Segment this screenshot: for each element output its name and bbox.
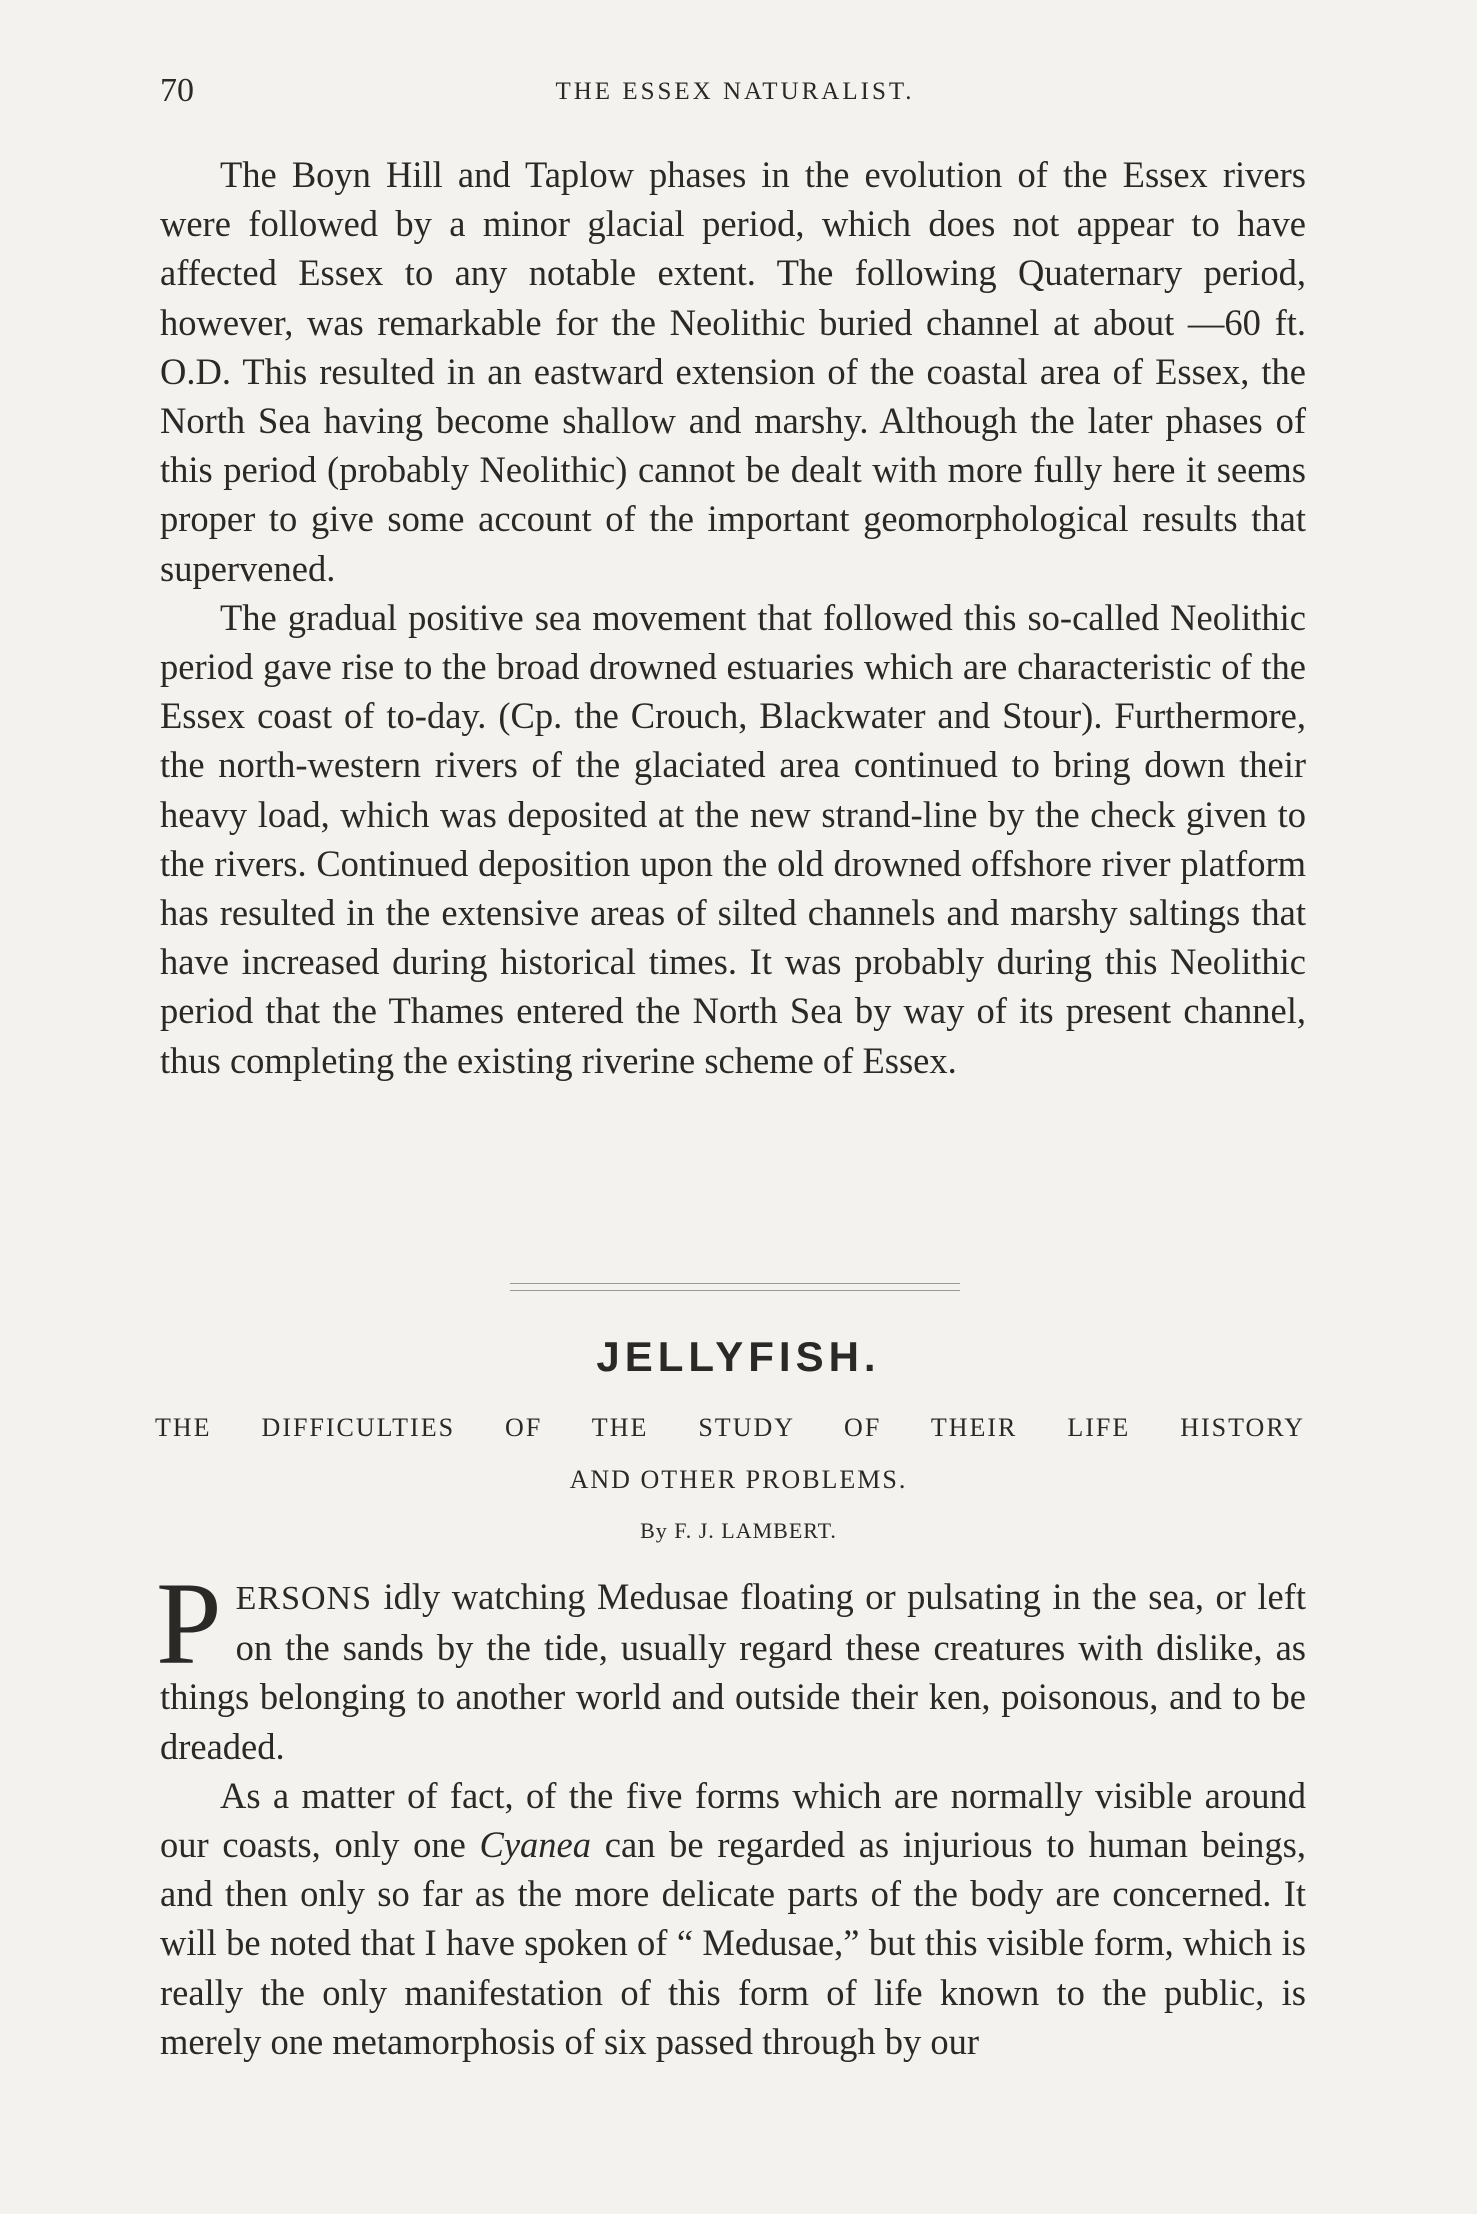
paragraph-text: can be regarded as injurious to human beings, and then only so far as the more delicate parts of the body are concerned. It will be noted that I have spoken of “ Medusae,” but this visible form, which is really the only manifestation of this form of life known to the public, is merely one metamorphosis of six passed through by our [160,1824,1306,2062]
paragraph: The gradual positive sea movement that followed this so-called Neolithic period gave rise to the broad drowned estuaries which are characteristic of the Essex coast of to-day. (Cp. the Crouch, Blackwater and Stour). Furthermore, the north-western rivers of the glaciated area continued to bring down their heavy load, which was deposited at the new strand-line by the check given to the rivers. Continued deposition upon the old drowned offshore river platform has resulted in the extensive areas of silted channels and marshy saltings that have increased during historical times. It was probably during this Neolithic period that the Thames entered the North Sea by way of its present channel, thus completing the existing riverine scheme of Essex. [160,596,1306,1081]
article-subtitle: AND OTHER PROBLEMS. [569,1465,908,1494]
article-title: JELLYFISH. [596,1333,881,1380]
article-byline: By F. J. LAMBERT. [640,1518,837,1543]
section-divider [510,1283,960,1291]
page-header [160,72,1310,116]
upper-text [160,150,1306,1085]
article-subtitle: THE DIFFICULTIES OF THE STUDY OF THEIR LIFE HISTORY [155,1413,1305,1442]
paragraph: The Boyn Hill and Taplow phases in the evolution of the Essex rivers were followed by a minor glacial period, which does not appear to have affected Essex to any notable extent. The following Quaternary period, however, was remarkable for the Neolithic buried channel at about —60 ft. O.D. This resulted in an eastward extension of the coastal area of Essex, the North Sea having become shallow and marshy. Although the later phases of this period (probably Neolithic) cannot be dealt with more fully here it seems proper to give some account of the important geomorphological results that supervened. [160,154,1306,589]
drop-cap: P [156,1558,222,1689]
paragraph [156,1558,1306,1771]
lead-word: ERSONS [235,1580,373,1617]
article-body [156,1558,1306,2066]
paragraph-text: idly watching Medusae floating or pulsating in the sea, or left on the sands by the tide, usually regard these creatures with dislike, as things belonging to another world and outside their ken, poisonous, and to be dreaded. [160,1576,1306,1767]
paragraph [160,1771,1306,2066]
italic-term: Cyanea [479,1824,592,1866]
running-head: THE ESSEX NATURALIST. [555,78,915,105]
paragraph-text: As a matter of fact, of the five forms which are normally visible around our coasts, only one [160,1774,1306,1866]
page-number: 70 [160,72,194,109]
